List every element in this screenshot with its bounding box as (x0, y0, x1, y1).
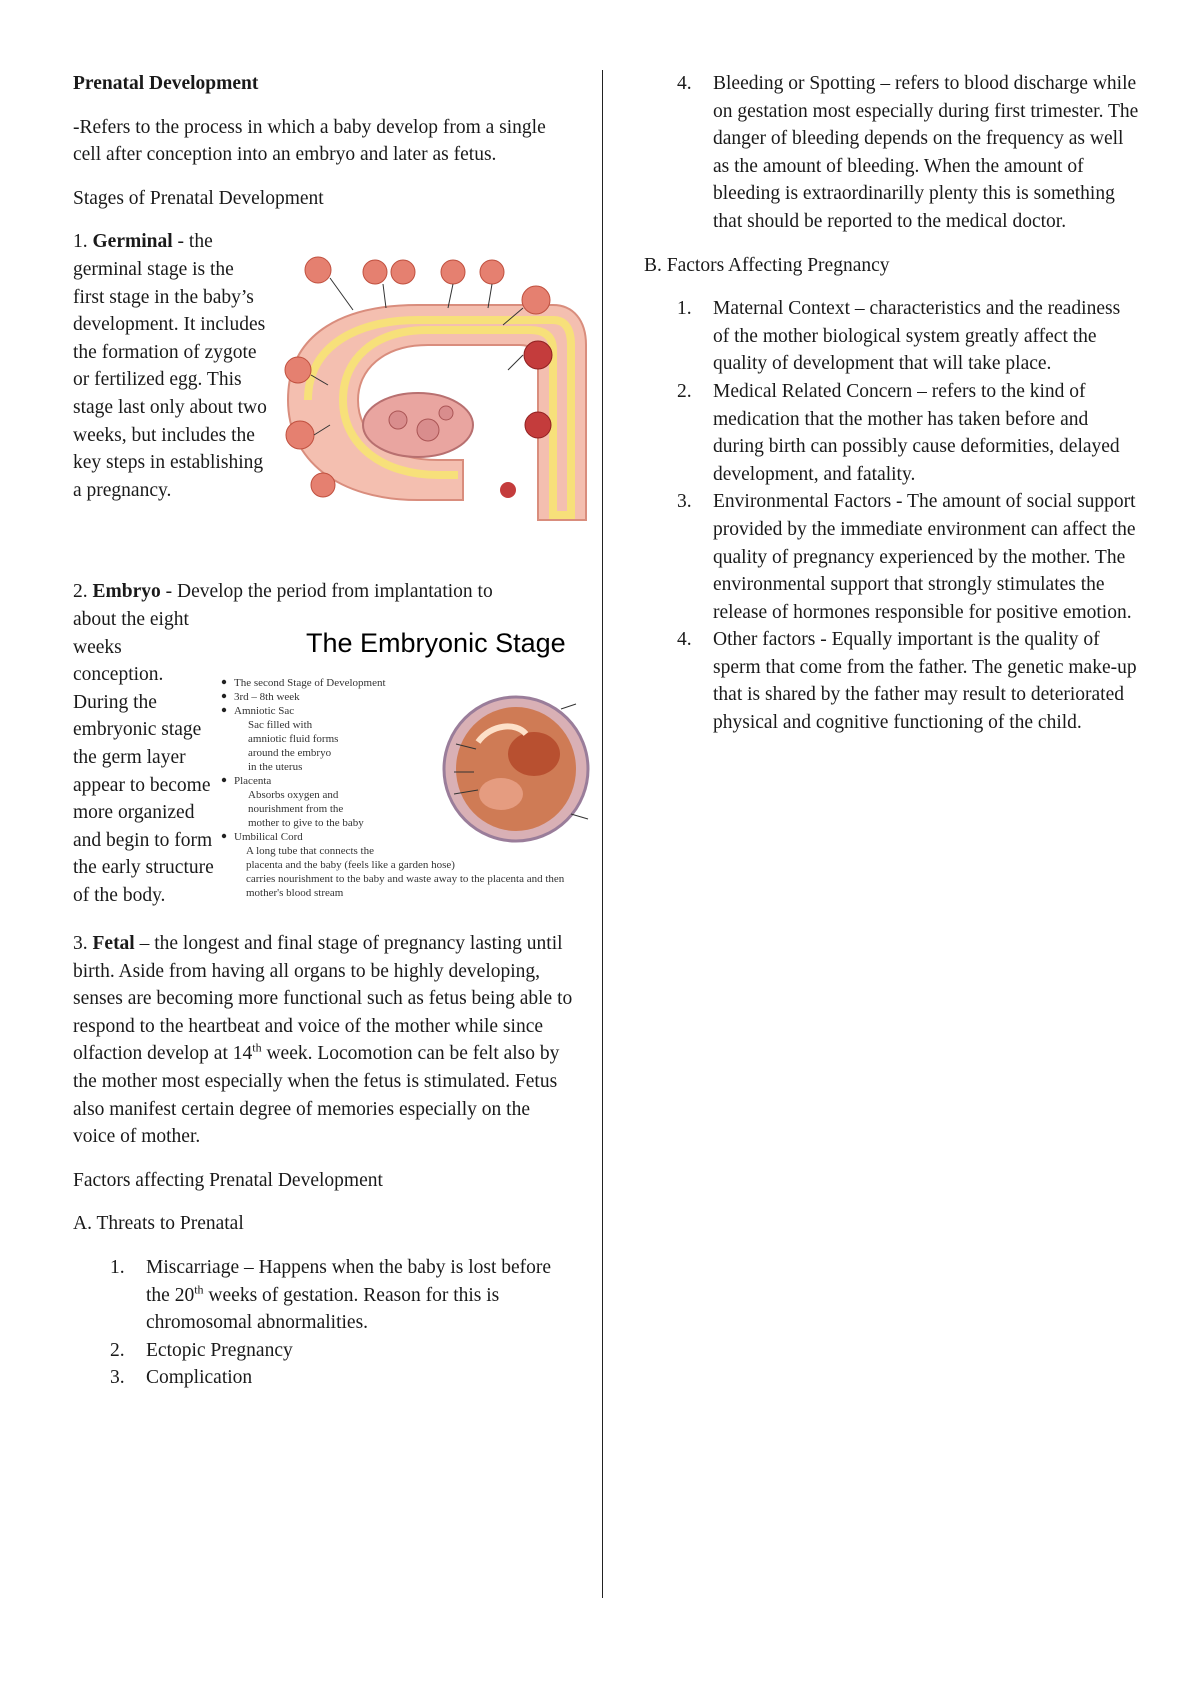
ovulated-egg (285, 357, 311, 383)
figure-sub-bullet: around the embryo (248, 746, 332, 759)
figure-sub-bullet: in the uterus (248, 760, 303, 773)
pointer-line (571, 814, 588, 819)
germinal-paragraph: 1. Germinal - the germinal stage is the first stage in the baby’s development. It includes the formation of zygote or fertilized egg. This stage last only about two weeks, but includes the key steps in establishing a pregnancy. (73, 231, 267, 501)
factors-list (640, 295, 1140, 737)
day4-cell (441, 260, 465, 284)
bullet-dot (222, 834, 226, 838)
pointer-line (561, 704, 576, 709)
list-item: 4. Bleeding or Spotting – refers to blood discharge while on gestation most especially during first trimester. The danger of bleeding depends on the frequency as well as the amount of bleeding. When the amount of bleeding is extraordinarilly plenty this is something that should be reported to the medical doctor. (677, 73, 1139, 232)
left-column (73, 70, 573, 1392)
embryonic-stage-figure (216, 614, 606, 914)
figure-title: The Embryonic Stage (306, 627, 566, 658)
threats-list (73, 1254, 573, 1392)
bullet-dot (222, 778, 226, 782)
list-item: 3. Environmental Factors - The amount of social support provided by the immediate environment can affect the quality of pregnancy experienced by the mother. The environmental support that strongly stimulates the release of hormones responsible for positive emotion. (677, 491, 1136, 623)
figure-sub-bullet: carries nourishment to the baby and waste away to the placenta and then (246, 872, 565, 885)
day2-cell (363, 260, 387, 284)
list-item: 1. Miscarriage – Happens when the baby is lost before the 20th weeks of gestation. Reason for this is chromosomal abnormalities. (110, 1256, 552, 1334)
blastocyst-cell (522, 286, 550, 314)
threats-list-continued (640, 70, 1140, 236)
figure-bullet: 3rd – 8th week (234, 690, 300, 703)
implanting-blastocyst (525, 412, 551, 438)
stages-heading: Stages of Prenatal Development (73, 187, 324, 209)
bullet-dot (222, 694, 226, 698)
germinal-section (73, 228, 573, 504)
implanted-embryo (500, 482, 516, 498)
follicle-1 (389, 411, 407, 429)
fetal-paragraph: 3. Fetal – the longest and final stage of pregnancy lasting until birth. Aside from having all organs to be highly developing, senses are becoming more functional such as fetus being able to respond to the heartbeat and voice of the mother while since olfaction develop at 14th week. Locomotion can be felt also by the mother most especially when the fetus is stimulated. Fetus also manifest certain degree of memories especially on the voice of mother. (73, 932, 573, 1148)
list-item: 2. Medical Related Concern – refers to the kind of medication that the mother has taken before and during birth can possibly cause deformities, delayed development, and fatality. (677, 380, 1120, 485)
figure-sub-bullet: A long tube that connects the (246, 844, 374, 857)
list-item: 3. Complication (110, 1367, 253, 1389)
figure-sub-bullet: Sac filled with (248, 718, 313, 731)
list-item: 2. Ectopic Pregnancy (110, 1339, 293, 1361)
early-blastocyst (524, 341, 552, 369)
fertilized-egg (286, 421, 314, 449)
zygote-cell (311, 473, 335, 497)
figure-bullet: Umbilical Cord (234, 830, 303, 843)
list-item: 4. Other factors - Equally important is the quality of sperm that come from the father. The genetic make-up that is shared by the father may result to deteriorated physical and cognitive functioning of the child. (677, 629, 1137, 734)
figure-bullet: Placenta (234, 774, 272, 787)
figure-sub-bullet: amniotic fluid forms (248, 732, 339, 745)
embryo-section (73, 578, 573, 909)
pointer-line (383, 284, 386, 308)
figure-bullet: The second Stage of Development (234, 676, 386, 689)
figure-sub-bullet: mother to give to the baby (248, 816, 364, 829)
intro-paragraph: -Refers to the process in which a baby develop from a single cell after conception into an embryo and later as fetus. (73, 116, 546, 166)
pointer-line (330, 278, 353, 310)
bullet-dot (222, 708, 226, 712)
figure-sub-bullet: mother's blood stream (246, 886, 344, 899)
yolk-sac (479, 778, 523, 810)
factors-heading: Factors affecting Prenatal Development (73, 1169, 383, 1191)
day5-cell (480, 260, 504, 284)
figure-sub-bullet: placenta and the baby (feels like a garden hose) (246, 858, 455, 871)
bullet-dot (222, 680, 226, 684)
factors-affecting-heading: B. Factors Affecting Pregnancy (644, 254, 890, 276)
follicle-2 (417, 419, 439, 441)
day1-cell (305, 257, 331, 283)
list-item: 1. Maternal Context – characteristics and the readiness of the mother biological system greatly affect the quality of development that will take place. (677, 298, 1121, 375)
pointer-line (508, 355, 523, 370)
day3-cell (391, 260, 415, 284)
embryo-first-line: 2. Embryo - Develop the period from implantation to (73, 581, 493, 603)
embryo-paragraph: about the eight weeks conception. During the embryonic stage the germ layer appear to become more organized and begin to form the early structure of the body. (73, 608, 214, 906)
germinal-stage-figure (268, 250, 603, 535)
figure-sub-bullet: nourishment from the (248, 802, 344, 815)
figure-bullet: Amniotic Sac (234, 704, 295, 717)
threats-heading: A. Threats to Prenatal (73, 1213, 244, 1235)
right-column (640, 70, 1140, 737)
embryo-head (508, 732, 560, 776)
figure-sub-bullet: Absorbs oxygen and (248, 788, 339, 801)
follicle-3 (439, 406, 453, 420)
document-title: Prenatal Development (73, 73, 259, 94)
